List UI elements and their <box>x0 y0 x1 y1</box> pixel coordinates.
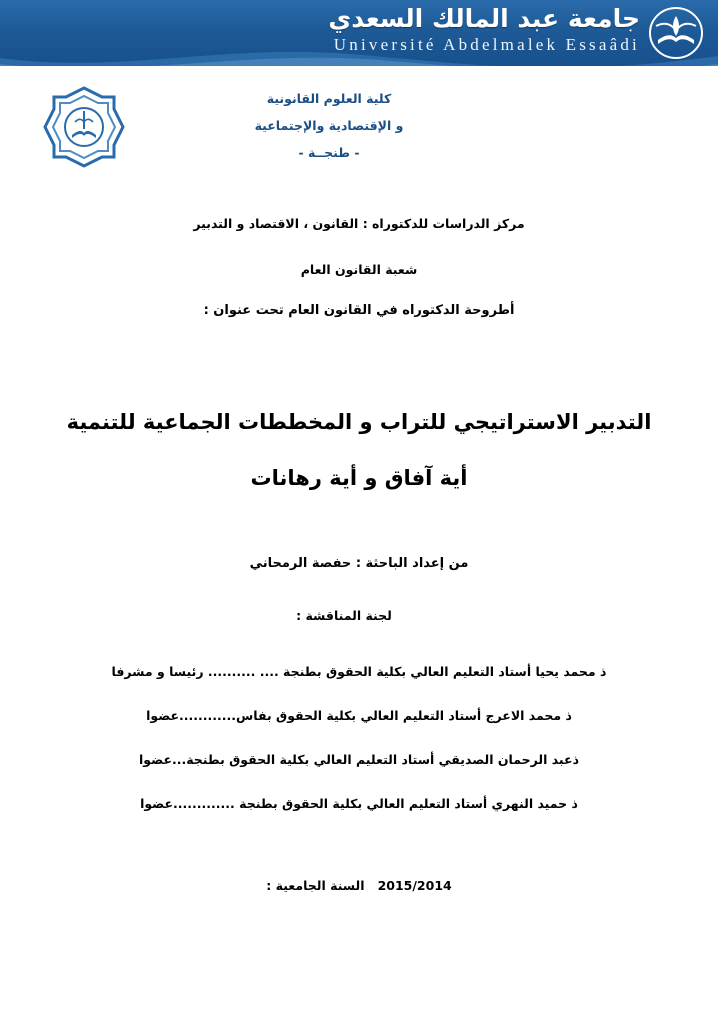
banner-text-group <box>328 4 640 56</box>
jury-member: ذعبد الرحمان الصديقي أستاد التعليم العالي بكلية الحقوق بطنجة...عضوا <box>139 752 579 767</box>
thesis-title-line-2: أية آفاق و أية رهانات <box>250 466 468 490</box>
faculty-name-block <box>0 85 718 166</box>
faculty-line-3: - طنجــة - <box>298 145 360 160</box>
jury-members-list <box>0 650 718 826</box>
author-line: من إعداد الباحثة : حفصة الرمحاني <box>249 556 469 571</box>
doctoral-center-line: مركز الدراسات للدكتوراه : القانون ، الاقتصاد و التدبير <box>193 216 525 231</box>
academic-year-line <box>0 878 718 893</box>
university-book-logo-icon <box>648 6 704 60</box>
jury-member: ذ حميد النهري أستاد التعليم العالي بكلية الحقوق بطنجة .............عضوا <box>140 796 578 811</box>
academic-year-value: 2015/2014 <box>377 878 452 893</box>
section-line: شعبة القانون العام <box>300 262 418 277</box>
thesis-title <box>0 394 718 506</box>
university-name-french: Université Abdelmalek Essaâdi <box>333 35 640 54</box>
jury-member: ذ محمد الاعرج أستاد التعليم العالي بكلية الحقوق بفاس............عضوا <box>146 708 572 723</box>
header-banner <box>0 0 718 66</box>
thesis-title-line-1: التدبير الاستراتيجي للتراب و المخططات الجماعية للتنمية <box>66 410 652 434</box>
jury-heading: لجنة المناقشة : <box>296 608 392 623</box>
university-name-arabic: جامعة عبد المالك السعدي <box>328 4 640 33</box>
thesis-intro-line: أطروحة الدكتوراه في القانون العام تحت عنوان : <box>203 303 515 318</box>
faculty-line-1: كلية العلوم القانونية <box>266 91 392 106</box>
jury-member: ذ محمد يحيا أستاد التعليم العالي بكلية الحقوق بطنجة .... .......... رئيسا و مشرفا <box>111 664 607 679</box>
academic-year-label: السنة الجامعية : <box>266 878 365 893</box>
faculty-line-2: و الإقتصادية والإجتماعية <box>254 118 404 133</box>
